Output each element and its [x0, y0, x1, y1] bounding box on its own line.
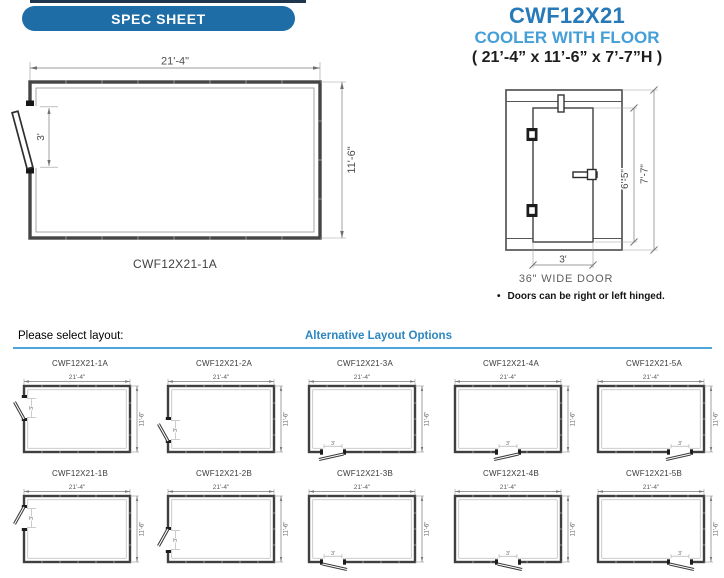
mini-width-label: 21'-4" — [642, 484, 660, 491]
mini-door-width-label: 3' — [28, 405, 35, 411]
layout-thumbnail — [584, 480, 724, 572]
floor-plan-drawing — [6, 52, 374, 278]
elevation-door — [527, 95, 598, 242]
door-closer — [558, 95, 564, 112]
layout-option-label: CWF12X21-2A — [196, 359, 252, 368]
mini-door-width-label: 3' — [330, 440, 336, 447]
mini-door-width-label: 3' — [330, 550, 336, 557]
select-layout-prompt: Please select layout: — [18, 330, 124, 342]
mini-door-width-label: 3' — [28, 515, 35, 521]
section-divider-line — [13, 347, 712, 349]
overall-height-label: 7'-7" — [639, 164, 651, 184]
door-hinge-top — [527, 128, 538, 141]
bullet-icon: • — [497, 291, 501, 302]
layout-thumbnail — [10, 480, 150, 572]
layout-option[interactable] — [584, 359, 724, 462]
layout-option[interactable] — [441, 359, 581, 462]
hinge-note-text: Doors can be right or left hinged. — [507, 291, 665, 302]
layout-option-label: CWF12X21-3A — [337, 359, 393, 368]
mini-depth-label: 11'-6" — [424, 411, 431, 427]
mini-width-label: 21'-4" — [353, 484, 371, 491]
layout-option[interactable] — [154, 359, 294, 462]
layout-option-label: CWF12X21-2B — [196, 469, 252, 478]
spec-sheet-badge-label: SPEC SHEET — [111, 10, 206, 27]
mini-door-width-label: 3' — [677, 440, 683, 447]
hinge-note — [497, 291, 665, 302]
layout-option[interactable] — [154, 469, 294, 572]
alternative-layout-heading: Alternative Layout Options — [305, 330, 452, 342]
mini-door-width-label: 3' — [677, 550, 683, 557]
layout-thumbnail — [295, 480, 435, 572]
mini-depth-label: 11'-6" — [283, 411, 290, 427]
door-width-caption: 36" WIDE DOOR — [518, 273, 614, 285]
plan-depth-dimension — [320, 82, 358, 238]
plan-width-dimension — [30, 56, 320, 83]
layout-grid-row-b — [0, 469, 720, 577]
mini-door-width-label: 3' — [505, 550, 511, 557]
layout-thumbnail — [584, 370, 724, 462]
product-title: COOLER WITH FLOOR — [474, 28, 660, 48]
mini-door-width-label: 3' — [172, 427, 179, 433]
mini-depth-label: 11'-6" — [570, 521, 577, 537]
layout-thumbnail — [441, 370, 581, 462]
layout-option-label: CWF12X21-4A — [483, 359, 539, 368]
layout-option-label: CWF12X21-4B — [483, 469, 539, 478]
mini-depth-label: 11'-6" — [424, 521, 431, 537]
title-block — [420, 3, 714, 67]
layout-option[interactable] — [10, 469, 150, 572]
mini-width-label: 21'-4" — [212, 484, 230, 491]
layout-grid-row-a — [0, 359, 720, 467]
layout-option[interactable] — [584, 469, 724, 572]
mini-width-label: 21'-4" — [68, 484, 86, 491]
plan-door — [12, 101, 38, 174]
layout-thumbnail — [10, 370, 150, 462]
elevation-drawing — [484, 82, 710, 287]
plan-walls — [30, 80, 322, 239]
layout-option-label: CWF12X21-5A — [626, 359, 682, 368]
layout-option[interactable] — [295, 469, 435, 572]
mini-width-label: 21'-4" — [353, 374, 371, 381]
mini-depth-label: 11'-6" — [283, 521, 290, 537]
layout-option[interactable] — [441, 469, 581, 572]
elevation-door-width-label: 3' — [559, 254, 567, 266]
model-title: CWF12X21 — [508, 3, 626, 28]
mini-width-label: 21'-4" — [499, 374, 517, 381]
layout-option-label: CWF12X21-3B — [337, 469, 393, 478]
mini-door-width-label: 3' — [505, 440, 511, 447]
mini-door-width-label: 3' — [172, 537, 179, 543]
inner-height-label: 6'-5" — [620, 169, 631, 189]
layout-thumbnail — [154, 480, 294, 572]
layout-option[interactable] — [10, 359, 150, 462]
layout-option-label: CWF12X21-1B — [52, 469, 108, 478]
layout-option-label: CWF12X21-5B — [626, 469, 682, 478]
plan-door-width-label: 3' — [36, 133, 47, 141]
floor-plan-caption: CWF12X21-1A — [133, 257, 217, 271]
plan-width-label: 21'-4" — [160, 55, 190, 68]
top-divider-line — [30, 0, 306, 3]
mini-depth-label: 11'-6" — [713, 521, 720, 537]
layout-option[interactable] — [295, 359, 435, 462]
layout-thumbnail — [295, 370, 435, 462]
plan-depth-label: 11'-6" — [346, 146, 358, 174]
layout-option-label: CWF12X21-1A — [52, 359, 108, 368]
mini-width-label: 21'-4" — [642, 374, 660, 381]
mini-depth-label: 11'-6" — [570, 411, 577, 427]
mini-width-label: 21'-4" — [499, 484, 517, 491]
spec-sheet-badge — [22, 6, 295, 31]
mini-depth-label: 11'-6" — [713, 411, 720, 427]
mini-width-label: 21'-4" — [212, 374, 230, 381]
overall-dimensions-title: ( 21’-4” x 11’-6” x 7’-7”H ) — [471, 48, 663, 66]
mini-width-label: 21'-4" — [68, 374, 86, 381]
layout-thumbnail — [441, 480, 581, 572]
mini-depth-label: 11'-6" — [139, 411, 146, 427]
layout-thumbnail — [154, 370, 294, 462]
door-hinge-bottom — [527, 204, 538, 217]
mini-depth-label: 11'-6" — [139, 521, 146, 537]
